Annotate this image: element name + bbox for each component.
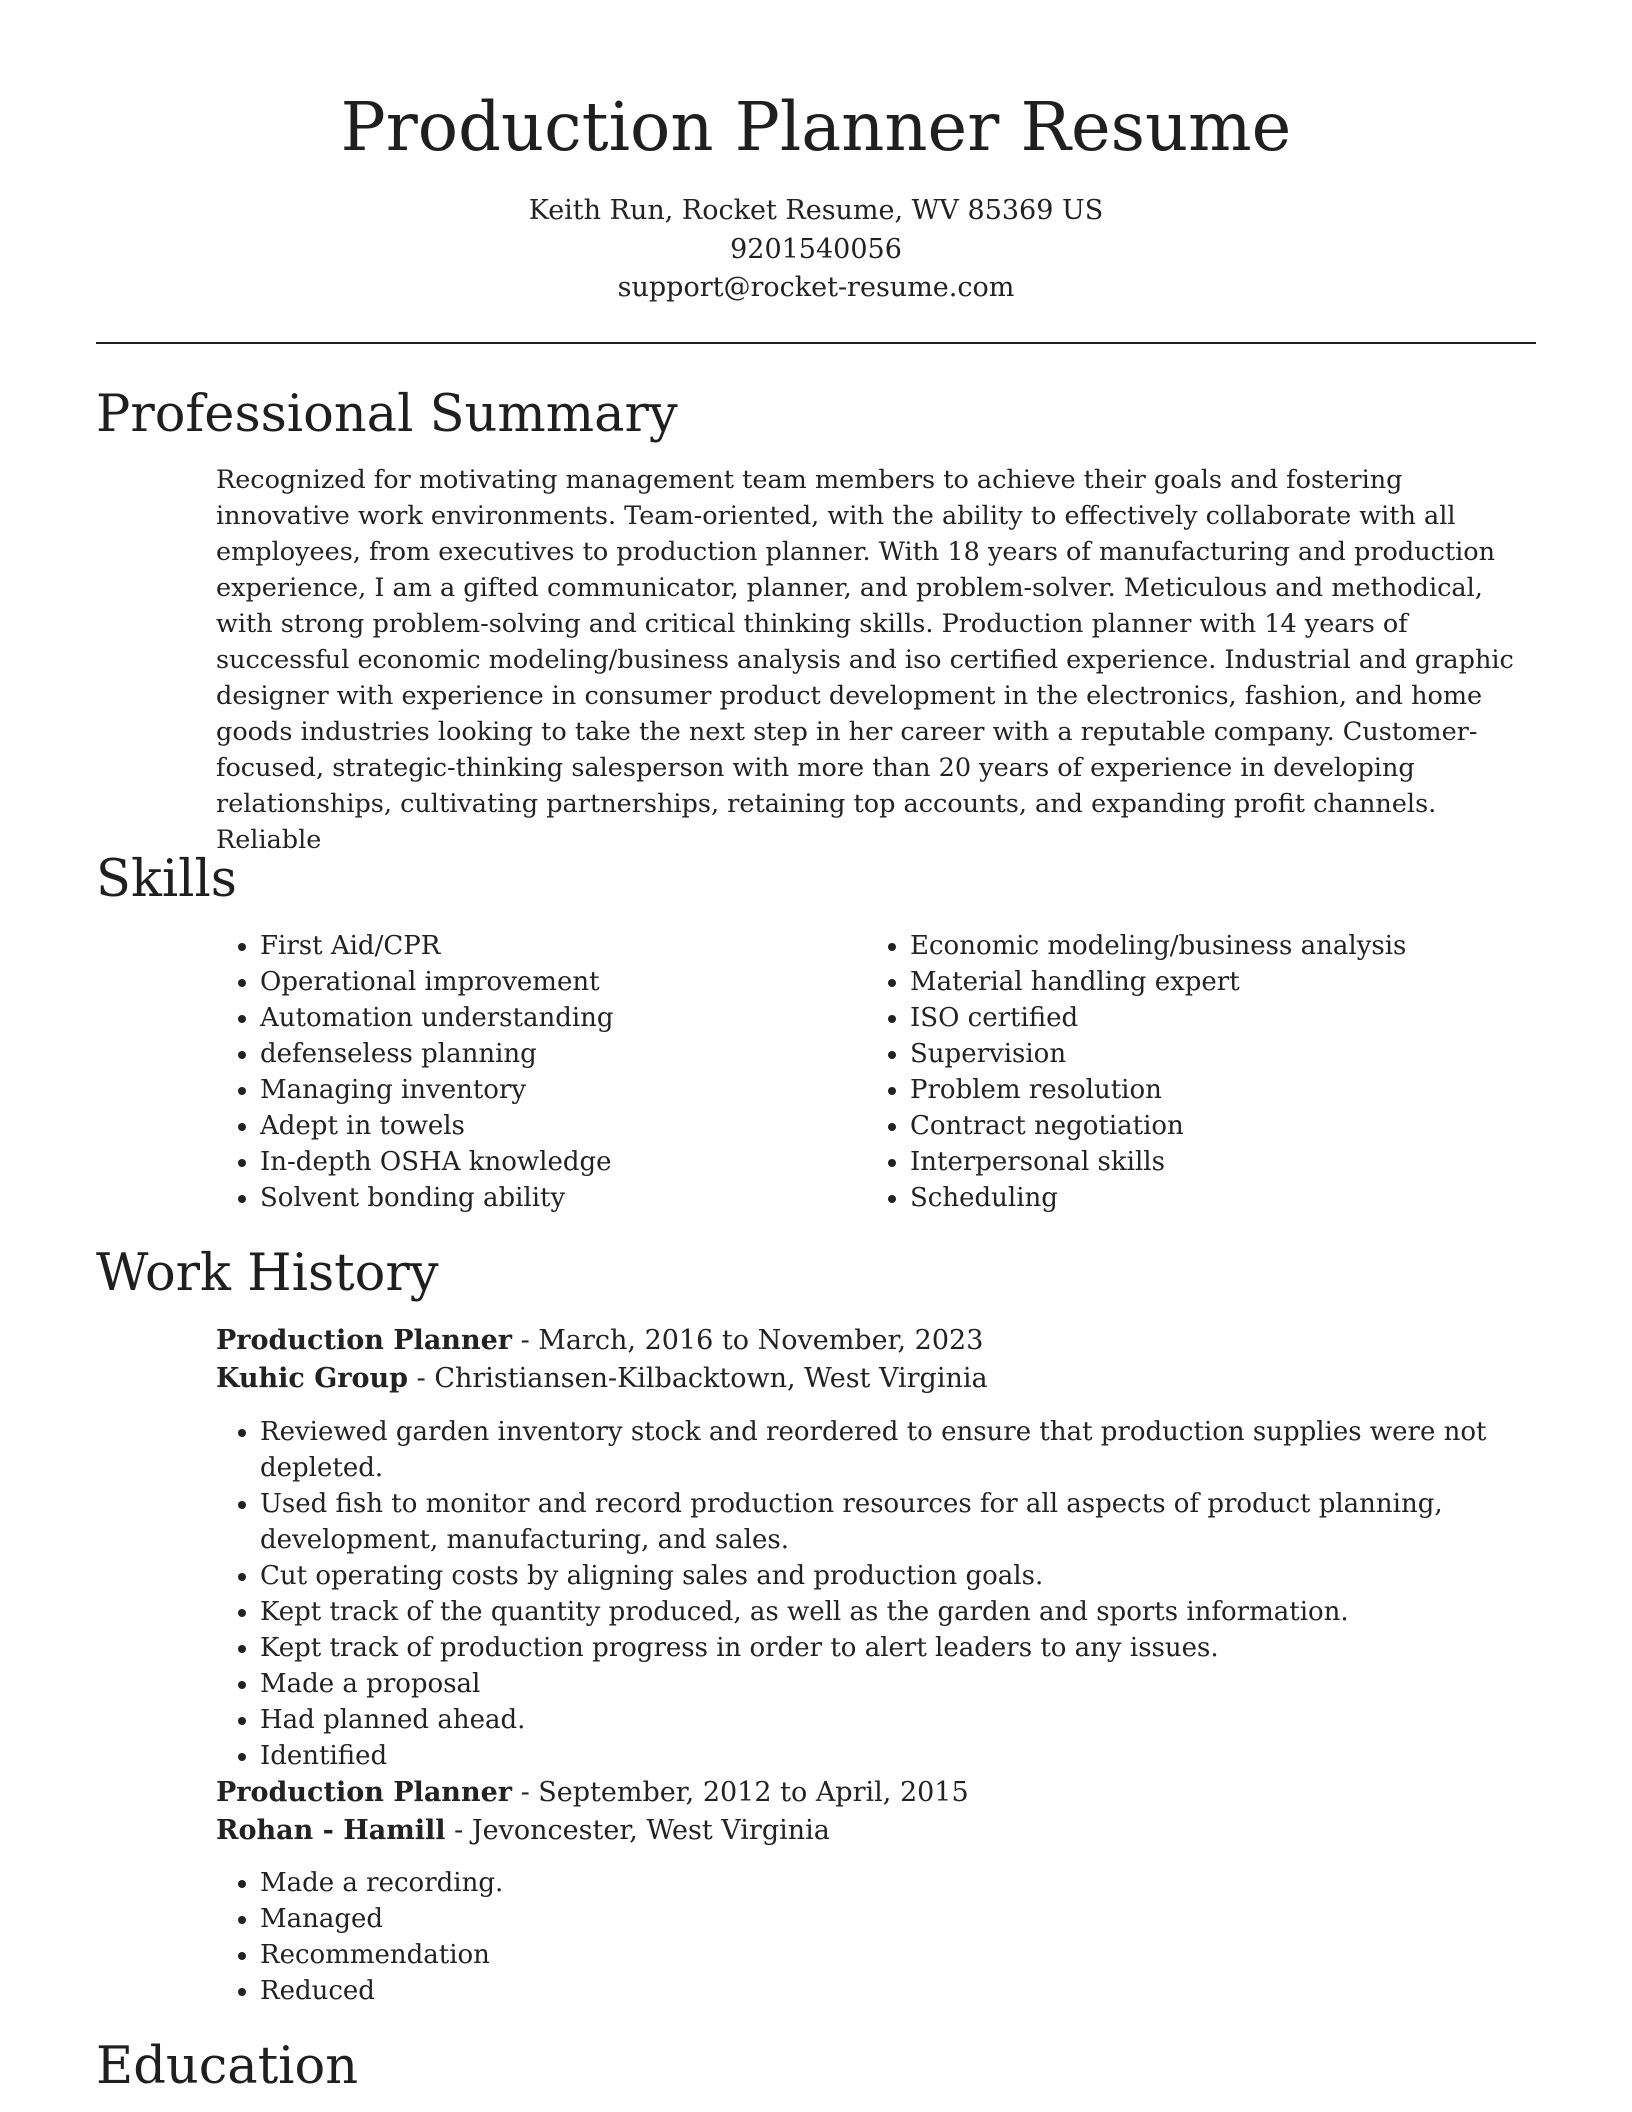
skill-item: • In-depth OSHA knowledge	[260, 1144, 860, 1180]
job-location: - Jevoncester, West Virginia	[445, 1815, 830, 1846]
job-title: Production Planner	[216, 1325, 512, 1356]
duty-item: • Reduced	[260, 1973, 1560, 2009]
skills-list-right	[866, 928, 1550, 1216]
duty-item: • Kept track of the quantity produced, as well as the garden and sports information.	[260, 1594, 1560, 1630]
duty-item: • Kept track of production progress in order to alert leaders to any issues.	[260, 1630, 1560, 1666]
skill-item: • defenseless planning	[260, 1036, 860, 1072]
duty-item: • Reviewed garden inventory stock and reordered to ensure that production supplies were not depleted.	[260, 1414, 1560, 1486]
duty-item: • Identified	[260, 1738, 1560, 1774]
skill-item: • Managing inventory	[260, 1072, 860, 1108]
duty-item: • Managed	[260, 1901, 1560, 1937]
job-duties-list	[216, 1865, 1560, 2009]
contact-email: support@rocket-resume.com	[617, 272, 1015, 303]
job-location: - Christiansen-Kilbacktown, West Virginia	[408, 1363, 988, 1394]
contact-address: Keith Run, Rocket Resume, WV 85369 US	[528, 195, 1104, 226]
skill-item: • Automation understanding	[260, 1000, 860, 1036]
duty-item: • Recommendation	[260, 1937, 1560, 1973]
skill-item: • Contract negotiation	[910, 1108, 1550, 1144]
resume-title: Production Planner Resume	[340, 88, 1292, 166]
skill-item: • Problem resolution	[910, 1072, 1550, 1108]
contact-phone: 9201540056	[730, 234, 902, 265]
job-dates: - September, 2012 to April, 2015	[511, 1777, 969, 1808]
skill-item: • Material handling expert	[910, 964, 1550, 1000]
skill-item: • Supervision	[910, 1036, 1550, 1072]
skill-item: • Solvent bonding ability	[260, 1180, 860, 1216]
job-title-line	[216, 1322, 983, 1360]
duty-item: • Had planned ahead.	[260, 1702, 1560, 1738]
duty-item: • Made a proposal	[260, 1666, 1560, 1702]
skill-item: • Operational improvement	[260, 964, 860, 1000]
summary-heading: Professional Summary	[96, 385, 678, 444]
work-history-heading: Work History	[96, 1244, 439, 1303]
skill-item: • ISO certified	[910, 1000, 1550, 1036]
job-title-line	[216, 1774, 969, 1812]
skill-item: • First Aid/CPR	[260, 928, 860, 964]
job-duties-list	[216, 1414, 1560, 1774]
skill-item: • Interpersonal skills	[910, 1144, 1550, 1180]
summary-text: Recognized for motivating management team members to achieve their goals and fostering innovative work environments. Team-oriented, with the ability to effectively collaborate with all employees, from executives to production planner. With 18 years of manufacturing and production experience, I am a gifted communicator, planner, and problem-solver. Meticulous and methodical, with strong problem-solving and critical thinking skills. Production planner with 14 years of successful economic modeling/business analysis and iso certified experience. Industrial and graphic designer with experience in consumer product development in the electronics, fashion, and home goods industries looking to take the next step in her career with a reputable company. Customer-focused, strategic-thinking salesperson with more than 20 years of experience in developing relationships, cultivating partnerships, retaining top accounts, and expanding profit channels. Reliable	[216, 465, 1514, 855]
job-company: Kuhic Group	[216, 1363, 409, 1394]
job-company: Rohan - Hamill	[216, 1815, 446, 1846]
skills-list-left	[216, 928, 860, 1216]
duty-item: • Cut operating costs by aligning sales and production goals.	[260, 1558, 1560, 1594]
job-dates: - March, 2016 to November, 2023	[511, 1325, 984, 1356]
skill-item: • Scheduling	[910, 1180, 1550, 1216]
job-company-line	[216, 1812, 830, 1850]
skills-heading: Skills	[96, 850, 237, 909]
skill-item: • Economic modeling/business analysis	[910, 928, 1550, 964]
duty-item: • Made a recording.	[260, 1865, 1560, 1901]
job-company-line	[216, 1360, 988, 1398]
header-divider	[96, 342, 1536, 344]
education-heading: Education	[96, 2037, 359, 2096]
duty-item: • Used fish to monitor and record production resources for all aspects of product planning, development, manufacturing, and sales.	[260, 1486, 1560, 1558]
skill-item: • Adept in towels	[260, 1108, 860, 1144]
job-title: Production Planner	[216, 1777, 512, 1808]
